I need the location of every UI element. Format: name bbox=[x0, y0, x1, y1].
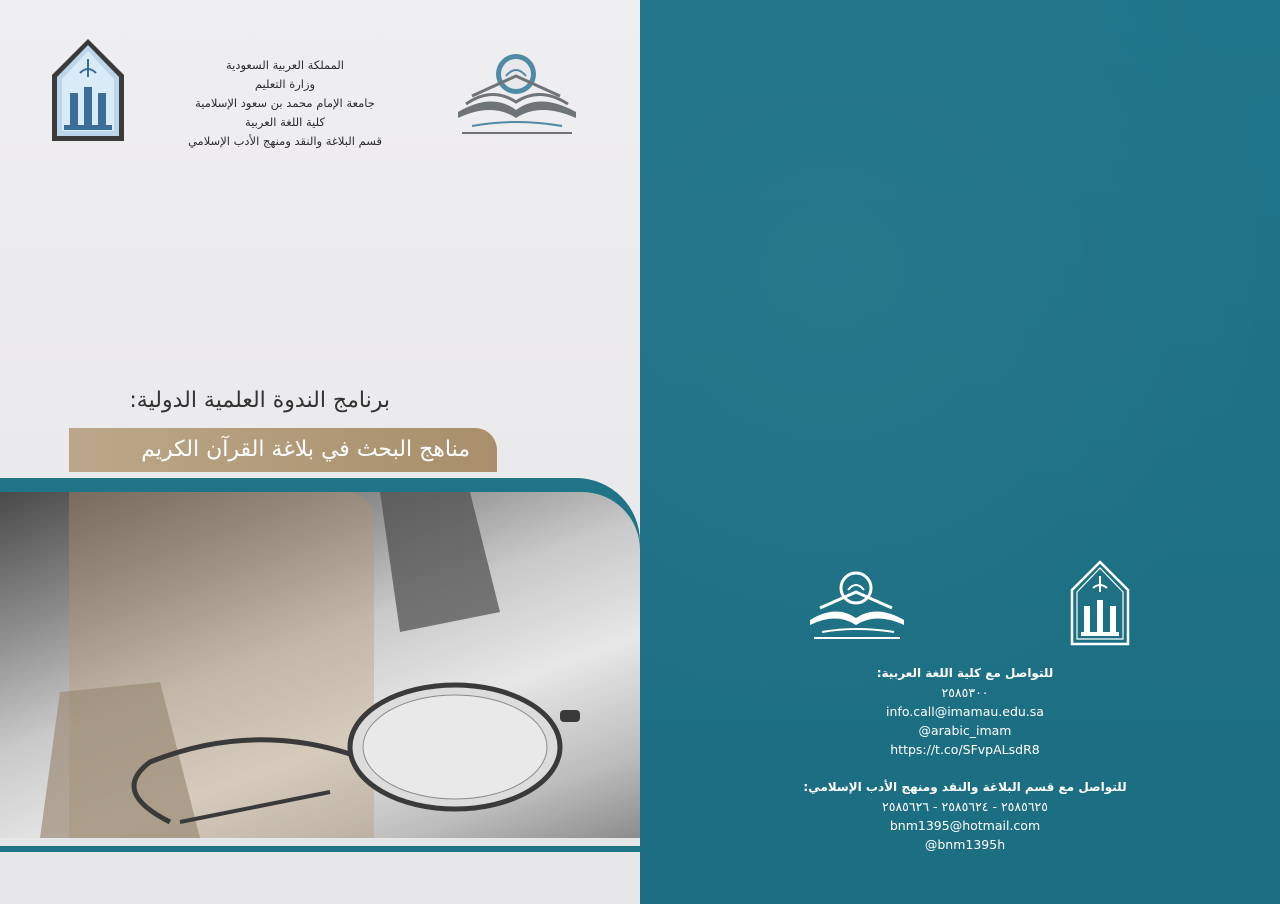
header-line-country: المملكة العربية السعودية bbox=[226, 58, 344, 72]
college-twitter[interactable]: @arabic_imam bbox=[918, 723, 1012, 738]
department-contact-heading: للتواصل مع قسم البلاغة والنقد ومنهج الأدب الإسلامي: bbox=[803, 780, 1127, 794]
university-logo-icon bbox=[50, 37, 126, 143]
program-title: برنامج الندوة العلمية الدولية: bbox=[129, 388, 390, 413]
glasses-illustration bbox=[0, 492, 640, 838]
header-line-university: جامعة الإمام محمد بن سعود الإسلامية bbox=[195, 96, 375, 110]
bottom-teal-stripe bbox=[0, 846, 640, 852]
header-line-department: قسم البلاغة والنقد ومنهج الأدب الإسلامي bbox=[187, 134, 383, 148]
open-book-logo-icon bbox=[452, 48, 582, 144]
college-link[interactable]: https://t.co/SFvpALsdR8 bbox=[890, 742, 1040, 757]
college-contact bbox=[760, 664, 1170, 759]
cover-photo bbox=[0, 492, 640, 838]
college-contact-heading: للتواصل مع كلية اللغة العربية: bbox=[876, 666, 1054, 680]
header-line-ministry: وزارة التعليم bbox=[254, 77, 316, 91]
college-email[interactable]: info.call@imamau.edu.sa bbox=[886, 704, 1044, 719]
college-phone: ٢٥٨٥٣٠٠ bbox=[941, 685, 989, 700]
department-phones: ٢٥٨٥٦٢٥ - ٢٥٨٥٦٢٤ - ٢٥٨٥٦٢٦ bbox=[882, 799, 1048, 814]
institution-header bbox=[170, 56, 400, 151]
department-twitter[interactable]: @bnm1395h bbox=[924, 837, 1006, 852]
department-email[interactable]: bnm1395@hotmail.com bbox=[889, 818, 1041, 833]
header-line-college: كلية اللغة العربية bbox=[245, 115, 325, 129]
open-book-logo-white-icon bbox=[806, 570, 908, 642]
department-contact bbox=[760, 778, 1170, 854]
back-cover bbox=[640, 0, 1280, 904]
university-logo-white-icon bbox=[1070, 560, 1130, 646]
symposium-title: مناهج البحث في بلاغة القرآن الكريم bbox=[141, 437, 470, 462]
